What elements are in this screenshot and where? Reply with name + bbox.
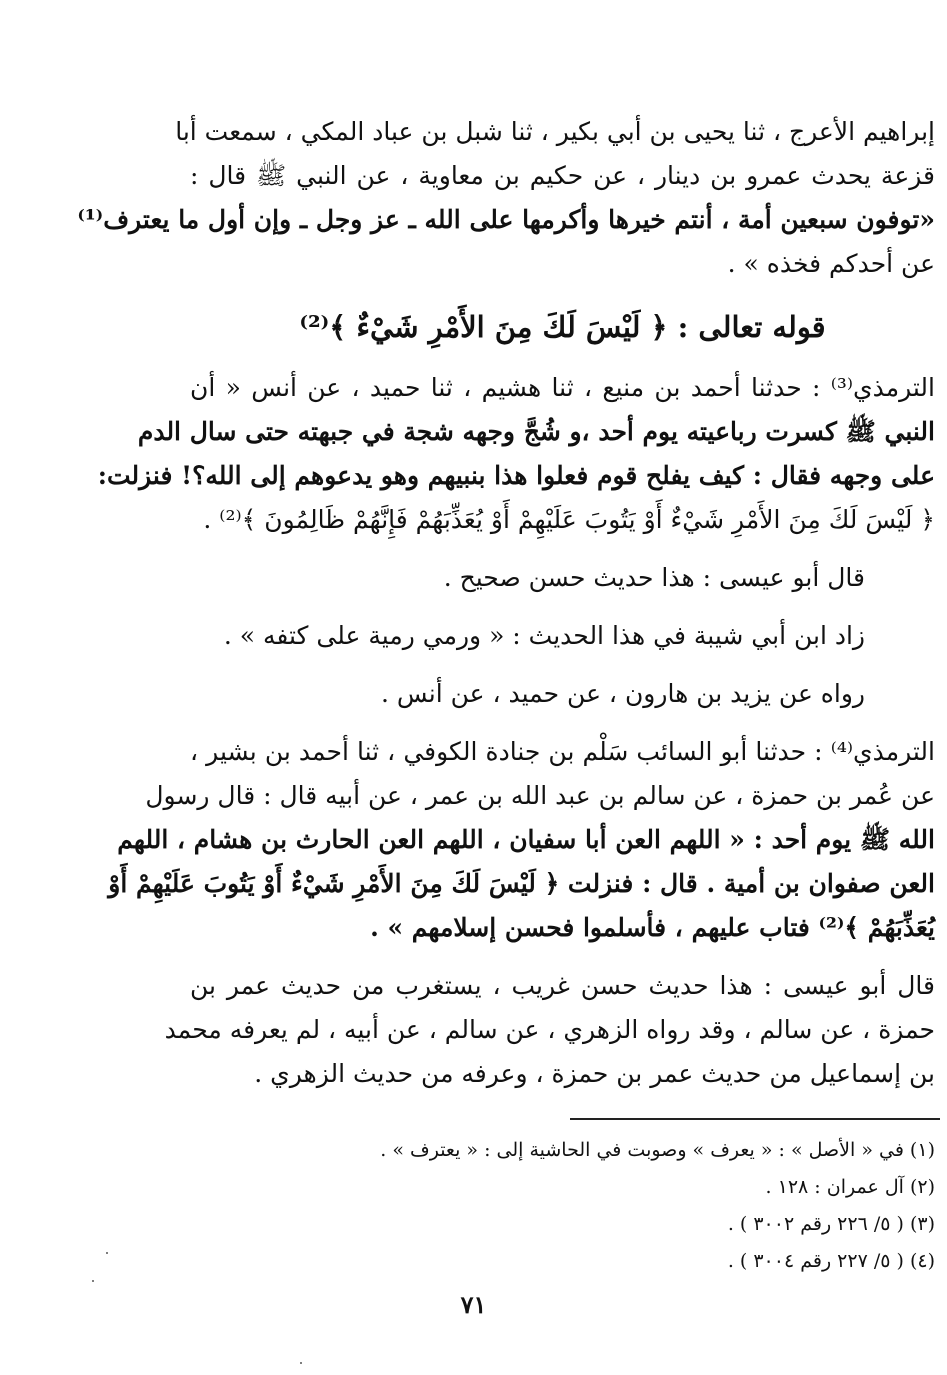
text-line: الترمذي⁽⁴⁾ : حدثنا أبو السائب سَلْم بن جنادة الكوفي ، ثنا أحمد بن بشير ، — [190, 737, 935, 766]
text-line: النبي ﷺ كسرت رباعيته يوم أحد ،و شُجَّ وجهه شجة في جبهته حتى سال الدم — [137, 417, 935, 446]
main-text — [77, 110, 935, 1096]
scan-speck — [92, 1280, 94, 1282]
text-line: على وجهه فقال : كيف يفلح قوم فعلوا هذا بنبيهم وهو يدعوهم إلى الله؟! فنزلت: — [97, 461, 935, 490]
footnote-item: (١) في « الأصل » : « يعرف » وصوبت في الحاشية إلى : « يعترف » . — [380, 1139, 935, 1161]
text-line: إبراهيم الأعرج ، ثنا يحيى بن أبي بكير ، ثنا شبل بن عباد المكي ، سمعت أبا — [175, 117, 935, 146]
text-line: قال أبو عيسى : هذا حديث حسن غريب ، يستغرب من حديث عمر بن — [190, 971, 935, 1000]
paragraph-1 — [77, 110, 935, 286]
text-line: رواه عن يزيد بن هارون ، عن حميد ، عن أنس . — [380, 679, 865, 708]
text-line: قزعة يحدث عمرو بن دينار ، عن حكيم بن معاوية ، عن النبي ﷺ قال : — [190, 161, 935, 190]
text-line: بن إسماعيل من حديث عمر بن حمزة ، وعرفه من حديث الزهري . — [254, 1059, 935, 1088]
text-line: «توفون سبعين أمة ، أنتم خيرها وأكرمها على الله ـ عز وجل ـ وإن أول ما يعترف⁽¹⁾ — [77, 205, 935, 234]
text-line: عن أحدكم فخذه » . — [727, 249, 935, 278]
text-line: ﴿ لَيْسَ لَكَ مِنَ الأَمْرِ شَيْءٌ أَوْ يَتُوبَ عَلَيْهِمْ أَوْ يُعَذِّبَهُمْ فَإِنَّهُمْ ظَالِمُونَ ﴾⁽²⁾ . — [203, 505, 935, 534]
text-line: قال أبو عيسى : هذا حديث حسن صحيح . — [443, 563, 865, 592]
paragraph-2 — [97, 366, 935, 542]
text-line: زاد ابن أبي شيبة في هذا الحديث : « ورمي رمية على كتفه » . — [223, 621, 865, 650]
footnote-divider — [570, 1118, 940, 1120]
text-line: يُعَذِّبَهُمْ ﴾⁽²⁾ فتاب عليهم ، فأسلموا فحسن إسلامهم » . — [370, 913, 935, 942]
footnote-item: (٢) آل عمران : ١٢٨ . — [765, 1176, 935, 1198]
paragraph-3 — [108, 730, 935, 950]
scan-speck — [300, 1362, 302, 1364]
text-line: العن صفوان بن أمية . قال : فنزلت ﴿ لَيْسَ لَكَ مِنَ الأَمْرِ شَيْءٌ أَوْ يَتُوبَ عَلَيْهِمْ أَوْ — [108, 869, 935, 898]
text-line: الترمذي⁽³⁾ : حدثنا أحمد بن منيع ، ثنا هشيم ، ثنا حميد ، عن أنس « أن — [190, 373, 935, 402]
page-number: ٧١ — [460, 1290, 487, 1319]
footnote-item: (٣) ( ٥/ ٢٢٦ رقم ٣٠٠٢ ) . — [727, 1213, 935, 1235]
paragraph-4 — [164, 964, 935, 1096]
text-line: عن عُمر بن حمزة ، عن سالم بن عبد الله بن عمر ، عن أبيه قال : قال رسول — [145, 781, 935, 810]
text-line: حمزة ، عن سالم ، وقد رواه الزهري ، عن سالم ، عن أبيه ، لم يعرفه محمد — [164, 1015, 935, 1044]
section-heading: قوله تعالى : ﴿ لَيْسَ لَكَ مِنَ الأَمْرِ شَيْءٌ ﴾⁽²⁾ — [299, 310, 826, 344]
footnotes — [190, 1132, 935, 1280]
scan-speck — [106, 1252, 108, 1254]
text-line: الله ﷺ يوم أحد : « اللهم العن أبا سفيان ، اللهم العن الحارث بن هشام ، اللهم — [117, 825, 935, 854]
footnote-item: (٤) ( ٥/ ٢٢٧ رقم ٣٠٠٤ ) . — [727, 1250, 935, 1272]
